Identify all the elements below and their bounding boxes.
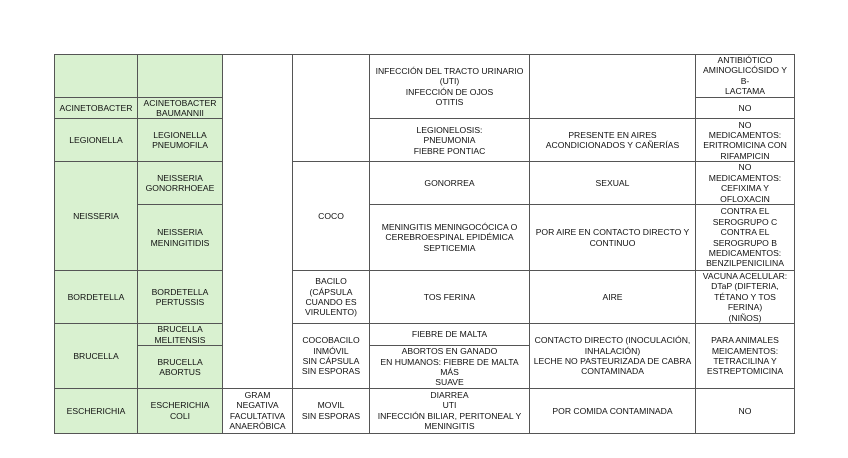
species-brucella-melitensis: BRUCELLA MELITENSIS	[138, 324, 223, 346]
table-row	[55, 271, 795, 324]
gram-escherichia: GRAM NEGATIVA FACULTATIVA ANAERÓBICA	[223, 388, 293, 433]
treatment-meningitis: CONTRA EL SEROGRUPO C CONTRA EL SEROGRUPO B MEDICAMENTOS: BENZILPENICILINA	[696, 205, 795, 271]
species-neisseria-meningitidis: NEISSERIA MENINGITIDIS	[138, 205, 223, 271]
genus-bordetella: BORDETELLA	[55, 271, 138, 324]
transmission-gonorrea: SEXUAL	[530, 162, 696, 205]
morphology-neisseria: COCO	[293, 162, 370, 271]
table-row	[55, 119, 795, 162]
table-row	[55, 205, 795, 271]
species-neisseria-gonorrhoeae: NEISSERIA GONORRHOEAE	[138, 162, 223, 205]
treatment-brucella: PARA ANIMALES MEICAMENTOS: TETRACILINA Y ESTREPTOMICINA	[696, 324, 795, 389]
species-brucella-abortus: BRUCELLA ABORTUS	[138, 346, 223, 389]
morphology-escherichia: MOVIL SIN ESPORAS	[293, 388, 370, 433]
disease-legionella: LEGIONELOSIS: PNEUMONIA FIEBRE PONTIAC	[370, 119, 530, 162]
treatment-bordetella: VACUNA ACELULAR: DTaP (DIFTERIA, TÉTANO Y TOS FERINA) (NIÑOS)	[696, 271, 795, 324]
treatment-gonorrea: NO MEDICAMENTOS: CEFIXIMA Y OFLOXACIN	[696, 162, 795, 205]
table-row	[55, 388, 795, 433]
treatment-acinetobacter: ANTIBIÓTICO AMINOGLICÓSIDO Y B- LACTAMA	[696, 55, 795, 98]
genus-legionella: LEGIONELLA	[55, 119, 138, 162]
transmission-bordetella: AIRE	[530, 271, 696, 324]
species-escherichia-coli: ESCHERICHIA COLI	[138, 388, 223, 433]
species-legionella-pneumofila: LEGIONELLA PNEUMOFILA	[138, 119, 223, 162]
morphology-cell-blank	[293, 55, 370, 162]
treatment-legionella: NO MEDICAMENTOS: ERITROMICINA CON RIFAMPICIN	[696, 119, 795, 162]
disease-acinetobacter: INFECCIÓN DEL TRACTO URINARIO (UTI) INFECCIÓN DE OJOS OTITIS	[370, 55, 530, 119]
disease-escherichia: DIARREA UTI INFECCIÓN BILIAR, PERITONEAL Y MENINGITIS	[370, 388, 530, 433]
morphology-brucella: COCOBACILO INMÓVIL SIN CÁPSULA SIN ESPORAS	[293, 324, 370, 389]
table-row	[55, 55, 795, 98]
transmission-acinetobacter-blank	[530, 55, 696, 119]
disease-tos-ferina: TOS FERINA	[370, 271, 530, 324]
bacteria-table	[54, 54, 795, 434]
transmission-brucella: CONTACTO DIRECTO (INOCULACIÓN, INHALACIÓN) LECHE NO PASTEURIZADA DE CABRA CONTAMINADA	[530, 324, 696, 389]
gram-cell-blank	[223, 55, 293, 389]
genus-escherichia: ESCHERICHIA	[55, 388, 138, 433]
disease-meningitis: MENINGITIS MENINGOCÓCICA O CEREBROESPINAL EPIDÉMICA SEPTICEMIA	[370, 205, 530, 271]
genus-neisseria: NEISSERIA	[55, 162, 138, 271]
morphology-bordetella: BACILO (CÁPSULA CUANDO ES VIRULENTO)	[293, 271, 370, 324]
genus-brucella: BRUCELLA	[55, 324, 138, 389]
genus-cell-blank	[55, 55, 138, 98]
table-row	[55, 162, 795, 205]
transmission-meningitis: POR AIRE EN CONTACTO DIRECTO Y CONTINUO	[530, 205, 696, 271]
transmission-escherichia: POR COMIDA CONTAMINADA	[530, 388, 696, 433]
species-acinetobacter-baumannii: ACINETOBACTER BAUMANNII	[138, 97, 223, 119]
treatment-acinetobacter-no: NO	[696, 97, 795, 119]
disease-fiebre-de-malta: FIEBRE DE MALTA	[370, 324, 530, 346]
species-bordetella-pertussis: BORDETELLA PERTUSSIS	[138, 271, 223, 324]
treatment-escherichia: NO	[696, 388, 795, 433]
disease-abortos-en-ganado: ABORTOS EN GANADO EN HUMANOS: FIEBRE DE MALTA MÁS SUAVE	[370, 346, 530, 389]
disease-gonorrea: GONORREA	[370, 162, 530, 205]
species-cell-blank	[138, 55, 223, 98]
genus-acinetobacter: ACINETOBACTER	[55, 97, 138, 119]
table-row	[55, 324, 795, 346]
transmission-legionella: PRESENTE EN AIRES ACONDICIONADOS Y CAÑERÍAS	[530, 119, 696, 162]
